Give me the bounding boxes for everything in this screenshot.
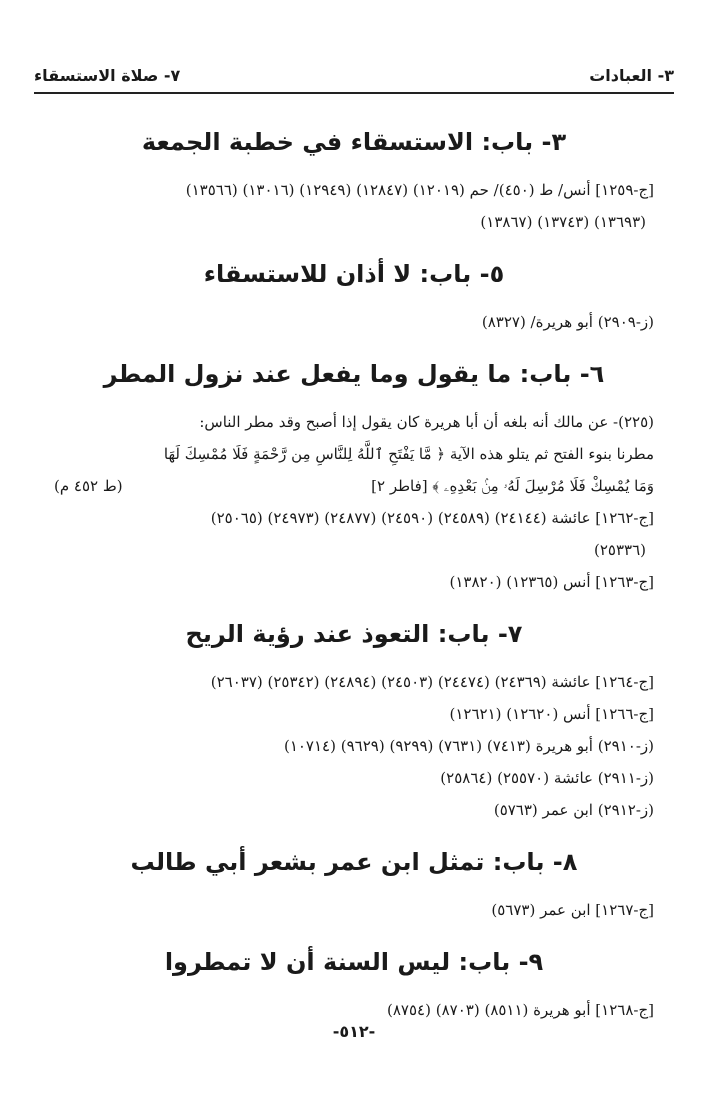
hadith-ref-line: (١٣٦٩٣) (١٣٧٤٣) (١٣٨٦٧): [480, 213, 646, 231]
hadith-ref-line: [ج-١٢٦٦] أنس (١٢٦٢٠) (١٢٦٢١): [449, 705, 654, 723]
hadith-ref-line: (ز-٢٩١٠) أبو هريرة (٧٤١٣) (٧٦٣١) (٩٢٩٩) (٩٦٢٩) (١٠٧١٤): [283, 737, 654, 755]
chapter-heading: ٩- باب: ليس السنة أن لا تمطروا: [164, 948, 544, 976]
quran-verse-text: وَمَا يُمْسِكْ فَلَا مُرْسِلَ لَهُۥ مِنۢ بَعْدِهِۦ ﴾ [فاطر ٢]: [371, 477, 654, 495]
page-number: -٥١٢-: [332, 1022, 376, 1041]
running-head-left: ٧- صلاة الاستسقاء: [34, 65, 181, 85]
hadith-ref-line: [ج-١٢٦٨] أبو هريرة (٨٥١١) (٨٧٠٣) (٨٧٥٤): [387, 1001, 654, 1019]
hadith-ref-line: [ج-١٢٦٤] عائشة (٢٤٣٦٩) (٢٤٤٧٤) (٢٤٥٠٣) (٢٤٨٩٤) (٢٥٣٤٢) (٢٦٠٣٧): [210, 673, 654, 691]
hadith-ref-line: (ز-٢٩٠٩) أبو هريرة/ (٨٣٢٧): [481, 313, 654, 331]
hadith-ref-line: [ج-١٢٦٧] ابن عمر (٥٦٧٣): [491, 901, 654, 919]
hadith-ref-line: (ز-٢٩١٢) ابن عمر (٥٧٦٣): [493, 801, 654, 819]
chapter-heading: ٧- باب: التعوذ عند رؤية الريح: [185, 620, 523, 648]
source-reference: (ط ٤٥٢ م): [54, 477, 123, 495]
header-rule: [34, 92, 674, 94]
chapter-heading: ٦- باب: ما يقول وما يفعل عند نزول المطر: [103, 360, 605, 388]
running-head-right: ٣- العبادات: [589, 65, 674, 85]
hadith-ref-line: [ج-١٢٥٩] أنس/ ط (٤٥٠)/ حم (١٢٠١٩) (١٢٨٤٧) (١٢٩٤٩) (١٣٠١٦) (١٣٥٦٦): [185, 181, 654, 199]
chapter-heading: ٣- باب: الاستسقاء في خطبة الجمعة: [141, 128, 567, 156]
hadith-ref-line: (ز-٢٩١١) عائشة (٢٥٥٧٠) (٢٥٨٦٤): [440, 769, 654, 787]
hadith-ref-line: [ج-١٢٦٣] أنس (١٢٣٦٥) (١٣٨٢٠): [449, 573, 654, 591]
page-body: [54, 124, 654, 1026]
chapter-heading: ٥- باب: لا أذان للاستسقاء: [203, 260, 505, 288]
running-head: [34, 60, 674, 90]
chapter-heading: ٨- باب: تمثل ابن عمر بشعر أبي طالب: [130, 848, 578, 876]
narration-line: مطرنا بنوء الفتح ثم يتلو هذه الآية ﴿ مَّا يَفْتَحِ ٱللَّهُ لِلنَّاسِ مِن رَّحْمَةٍ فَلَا مُمْسِكَ لَهَا: [163, 445, 654, 463]
quran-verse-line: [54, 470, 654, 502]
narration-line: (٢٢٥)- عن مالك أنه بلغه أن أبا هريرة كان يقول إذا أصبح وقد مطر الناس:: [199, 413, 654, 431]
hadith-ref-line: (٢٥٣٣٦): [593, 541, 646, 559]
hadith-ref-line: [ج-١٢٦٢] عائشة (٢٤١٤٤) (٢٤٥٨٩) (٢٤٥٩٠) (٢٤٨٧٧) (٢٤٩٧٣) (٢٥٠٦٥): [210, 509, 654, 527]
